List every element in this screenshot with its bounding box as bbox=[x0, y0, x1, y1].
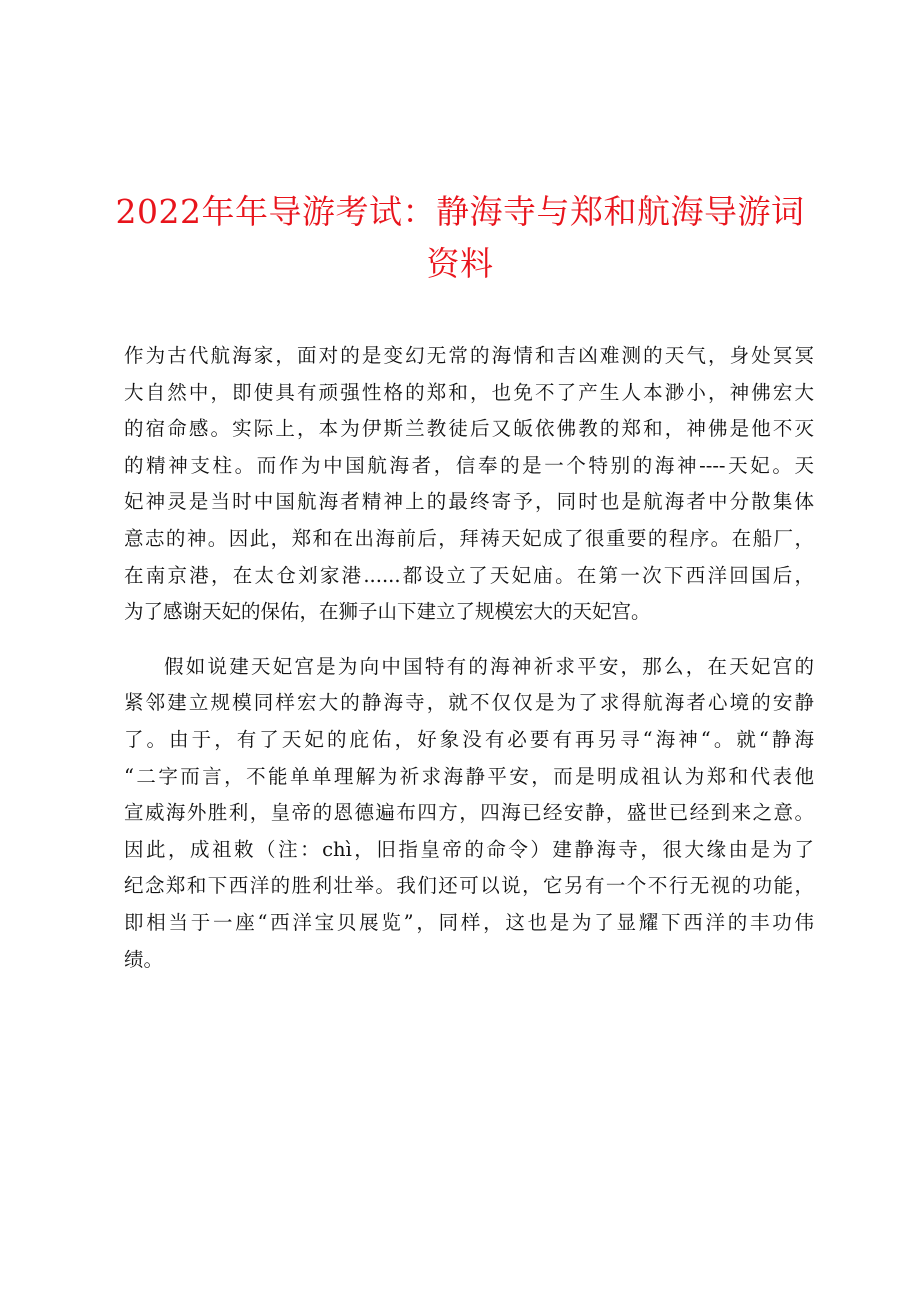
paragraph-line: 妃神灵是当时中国航海者精神上的最终寄予，同时也是航海者中分散集体 bbox=[124, 490, 814, 514]
title-line-1: 2022年年导游考试：静海寺与郑和航海导游词 bbox=[115, 192, 805, 231]
paragraph-line: 纪念郑和下西洋的胜利壮举。我们还可以说，它另有一个不行无视的功能， bbox=[124, 874, 814, 898]
paragraph-2 bbox=[124, 649, 814, 978]
paragraph-line: 的精神支柱。而作为中国航海者，信奉的是一个特别的海神----天妃。天 bbox=[124, 453, 814, 477]
paragraph-line: 绩。 bbox=[124, 947, 164, 971]
paragraph-line: 假如说建天妃宫是为向中国特有的海神祈求平安，那么，在天妃宫的 bbox=[164, 654, 814, 678]
paragraph-line: 即相当于一座“西洋宝贝展览”，同样，这也是为了显耀下西洋的丰功伟 bbox=[124, 910, 814, 934]
paragraph-line: 因此，成祖敕（注：chì，旧指皇帝的命令）建静海寺，很大缘由是为了 bbox=[124, 837, 814, 861]
paragraph-line: 的宿命感。实际上，本为伊斯兰教徒后又皈依佛教的郑和，神佛是他不灭 bbox=[124, 417, 814, 441]
paragraph-line: 作为古代航海家，面对的是变幻无常的海情和吉凶难测的天气，身处冥冥 bbox=[124, 344, 814, 367]
paragraph-line: “二字而言，不能单单理解为祈求海静平安，而是明成祖认为郑和代表他 bbox=[124, 764, 814, 788]
paragraph-gap bbox=[124, 631, 814, 649]
paragraph-1 bbox=[124, 338, 814, 631]
paragraph-line: 意志的神。因此，郑和在出海前后，拜祷天妃成了很重要的程序。在船厂， bbox=[124, 526, 814, 550]
paragraph-line: 了。由于，有了天妃的庇佑，好象没有必要有再另寻“海神“。就“静海 bbox=[124, 727, 814, 751]
paragraph-line: 紧邻建立规模同样宏大的静海寺，就不仅仅是为了求得航海者心境的安静 bbox=[124, 691, 814, 715]
paragraph-line: 在南京港，在太仓刘家港......都设立了天妃庙。在第一次下西洋回国后， bbox=[124, 563, 814, 587]
paragraph-line: 为了感谢天妃的保佑，在狮子山下建立了规模宏大的天妃宫。 bbox=[124, 600, 651, 624]
paragraph-line: 宣威海外胜利，皇帝的恩德遍布四方，四海已经安静，盛世已经到来之意。 bbox=[124, 801, 814, 825]
title-line-2: 资料 bbox=[426, 244, 494, 283]
paragraph-line: 大自然中，即使具有顽强性格的郑和，也免不了产生人本渺小，神佛宏大 bbox=[124, 380, 814, 404]
page-title bbox=[100, 186, 820, 290]
document-body bbox=[124, 338, 814, 978]
